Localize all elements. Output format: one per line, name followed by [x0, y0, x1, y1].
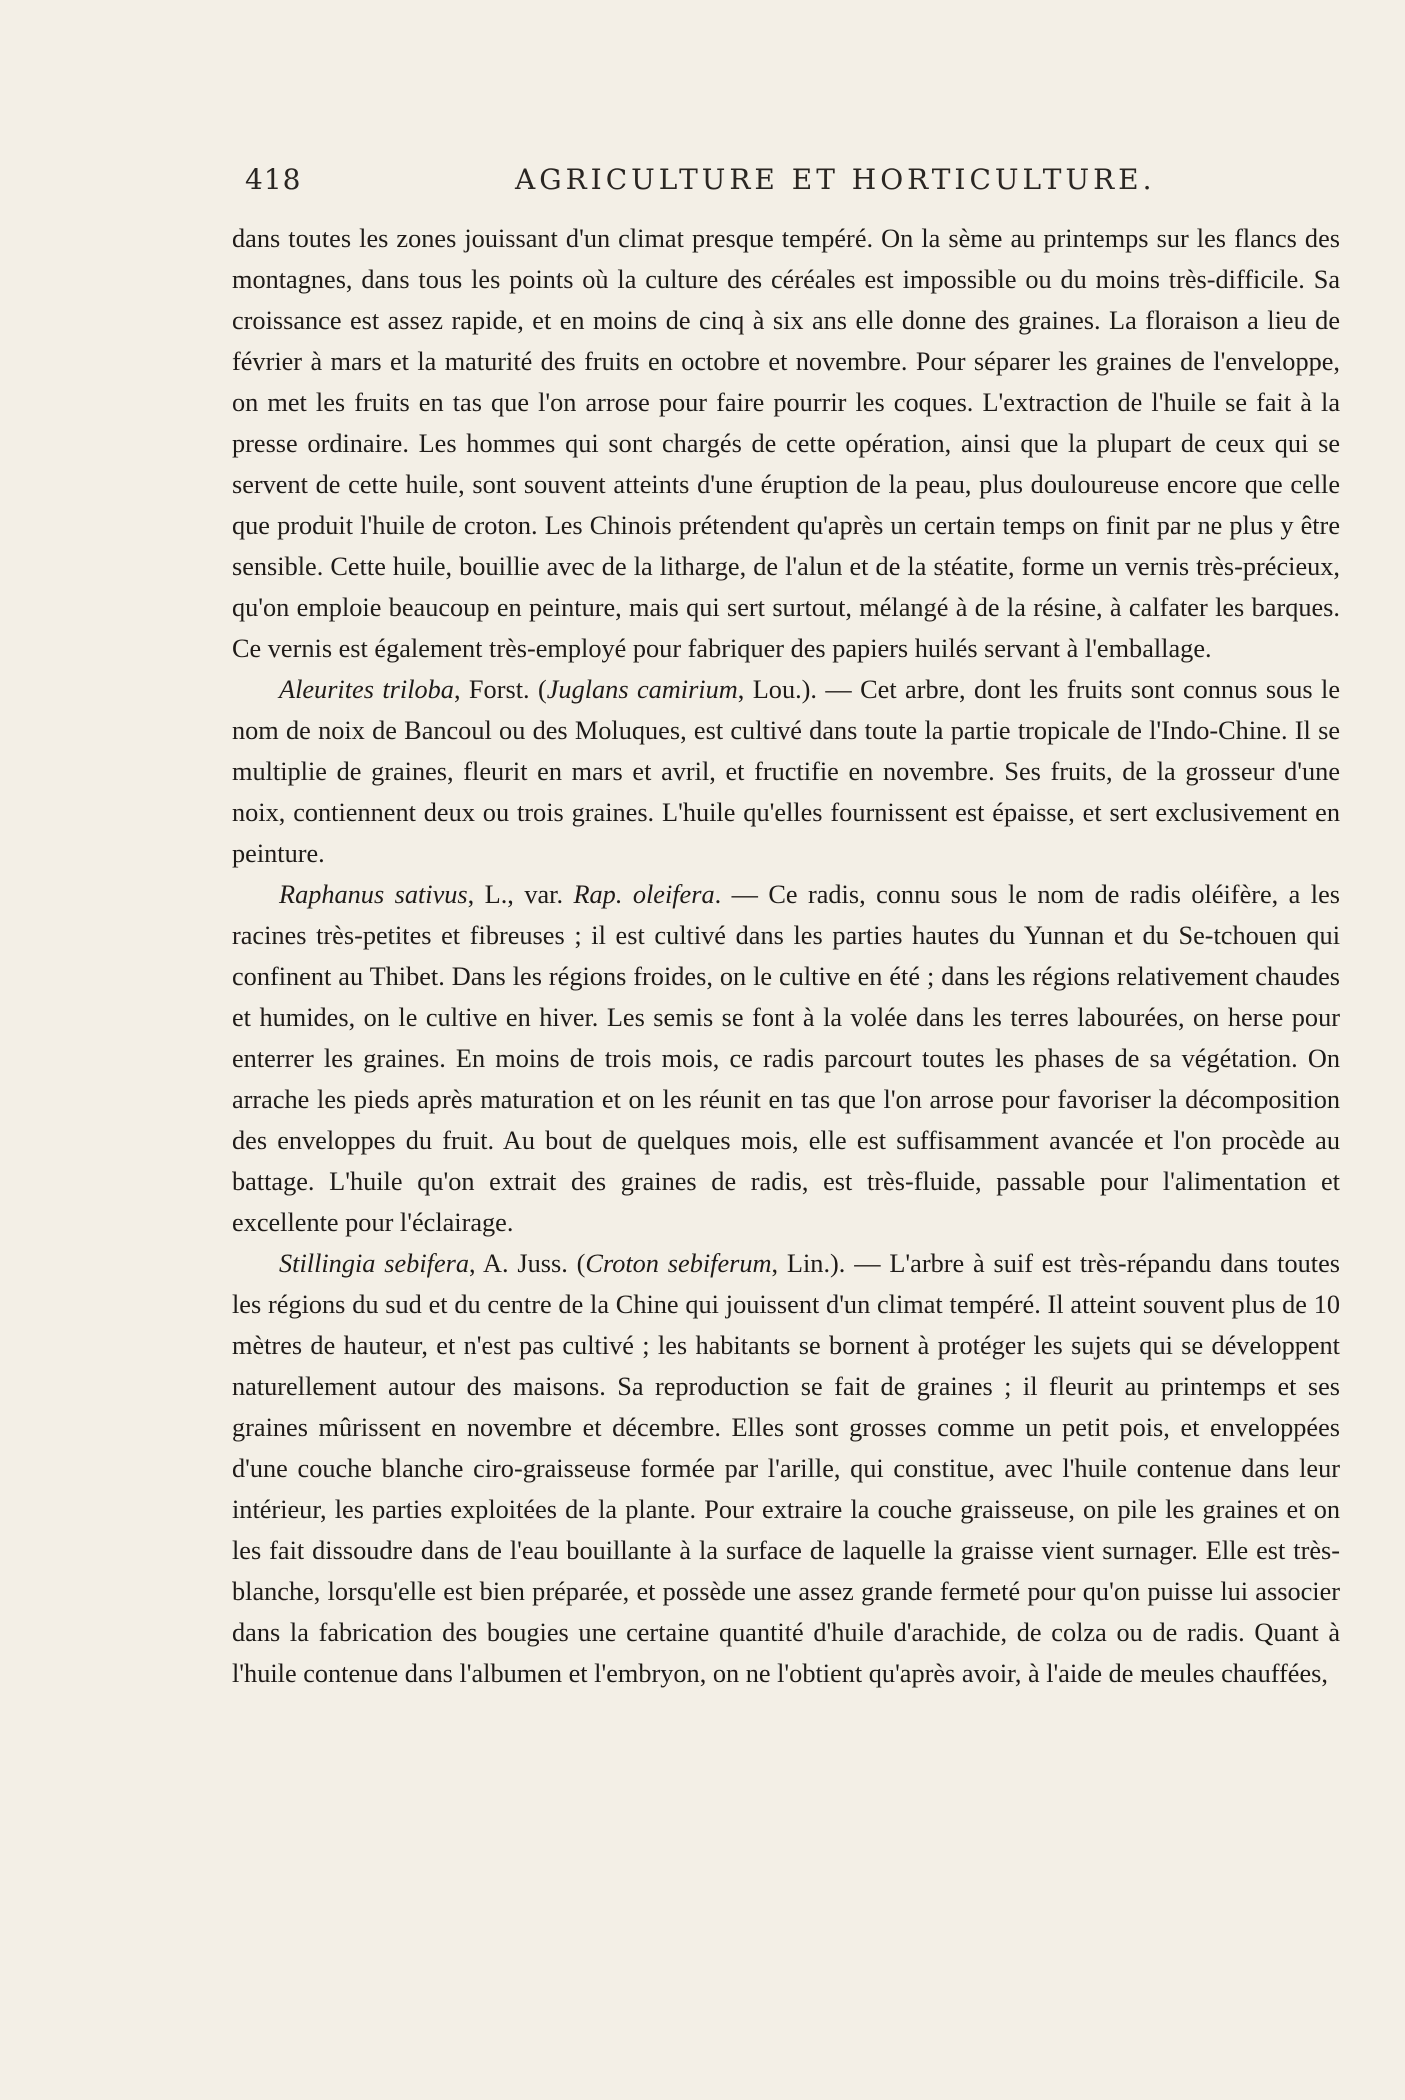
paragraph-text: Ce radis, connu sous le nom de radis oléifère, a les racines très-petites et fibreuses ; il est cultivé dans les parties hautes du Yunnan et du Se-tchouen qui confinent au Thibet. Dans les régions froides, on le cultive en été ; dans les régions relativement chaudes et humides, on le cultive en hiver. Les semis se font à la volée dans les terres labourées, on herse pour enterrer les graines. En moins de trois mois, ce radis parcourt toutes les phases de sa végétation. On arrache les pieds après maturation et on les réunit en tas que l'on arrose pour favoriser la décomposition des enveloppes du fruit. Au bout de quelques mois, elle est suffisamment avancée et l'on procède au battage. L'huile qu'on extrait des graines de radis, est très-fluide, passable pour l'alimentation et excellente pour l'éclairage.	[232, 880, 1340, 1237]
paragraph-raphanus	[232, 874, 1340, 1243]
paragraph-text: dans toutes les zones jouissant d'un climat presque tempéré. On la sème au printemps sur les flancs des montagnes, dans tous les points où la culture des céréales est impossible ou du moins très-difficile. Sa croissance est assez rapide, et en moins de cinq à six ans elle donne des graines. La floraison a lieu de février à mars et la maturité des fruits en octobre et novembre. Pour séparer les graines de l'enveloppe, on met les fruits en tas que l'on arrose pour faire pourrir les coques. L'extraction de l'huile se fait à la presse ordinaire. Les hommes qui sont chargés de cette opération, ainsi que la plupart de ceux qui se servent de cette huile, sont souvent atteints d'une éruption de la peau, plus douloureuse encore que celle que produit l'huile de croton. Les Chinois prétendent qu'après un certain temps on finit par ne plus y être sensible. Cette huile, bouillie avec de la litharge, de l'alun et de la stéatite, forme un vernis très-précieux, qu'on emploie beaucoup en peinture, mais qui sert surtout, mélangé à de la résine, à calfater les barques. Ce vernis est également très-employé pour fabriquer des papiers huilés servant à l'emballage.	[232, 224, 1340, 663]
paragraph-aleurites	[232, 669, 1340, 874]
species-name: Aleurites triloba	[279, 675, 454, 704]
running-title: AGRICULTURE ET HORTICULTURE.	[515, 163, 1156, 196]
species-name: Stillingia sebifera	[279, 1249, 469, 1278]
paragraph-text: L'arbre à suif est très-répandu dans toutes les régions du sud et du centre de la Chine qui jouissent d'un climat tempéré. Il atteint souvent plus de 10 mètres de hauteur, et n'est pas cultivé ; les habitants se bornent à protéger les sujets qui se développent naturellement autour des maisons. Sa reproduction se fait de graines ; il fleurit au printemps et ses graines mûrissent en novembre et décembre. Elles sont grosses comme un petit pois, et enveloppées d'une couche blanche ciro-graisseuse formée par l'arille, qui constitue, avec l'huile contenue dans leur intérieur, les parties exploitées de la plante. Pour extraire la couche graisseuse, on pile les graines et on les fait dissoudre dans de l'eau bouillante à la surface de laquelle la graisse vient surnager. Elle est très-blanche, lorsqu'elle est bien préparée, et possède une assez grande fermeté pour qu'on puisse lui associer dans la fabrication des bougies une certaine quantité d'huile d'arachide, de colza ou de radis. Quant à l'huile contenue dans l'albumen et l'embryon, on ne l'obtient qu'après avoir, à l'aide de meules chauffées,	[232, 1249, 1340, 1688]
paragraph-text: Cet arbre, dont les fruits sont connus sous le nom de noix de Bancoul ou des Moluques, est cultivé dans toute la partie tropicale de l'Indo-Chine. Il se multiplie de graines, fleurit en mars et avril, et fructifie en novembre. Ses fruits, de la grosseur d'une noix, contiennent deux ou trois graines. L'huile qu'elles fournissent est épaisse, et sert exclusivement en peinture.	[232, 675, 1341, 868]
species-authority: , Forst. (	[453, 675, 547, 704]
species-authority: , A. Juss. (	[469, 1249, 586, 1278]
species-authority: , L., var.	[467, 880, 574, 909]
page-header	[245, 163, 1285, 207]
paragraph-continuation	[232, 218, 1340, 669]
paragraph-stillingia	[232, 1243, 1340, 1694]
synonym-authority: , Lou.). —	[737, 675, 861, 704]
synonym-name: Croton sebiferum	[585, 1249, 772, 1278]
synonym-name: Juglans camirium	[546, 675, 738, 704]
body-text	[232, 218, 1340, 1694]
synonym-authority: . —	[714, 880, 769, 909]
synonym-authority: , Lin.). —	[771, 1249, 890, 1278]
page-number: 418	[245, 163, 302, 196]
species-name: Raphanus sativus	[279, 880, 468, 909]
synonym-name: Rap. oleifera	[573, 880, 715, 909]
